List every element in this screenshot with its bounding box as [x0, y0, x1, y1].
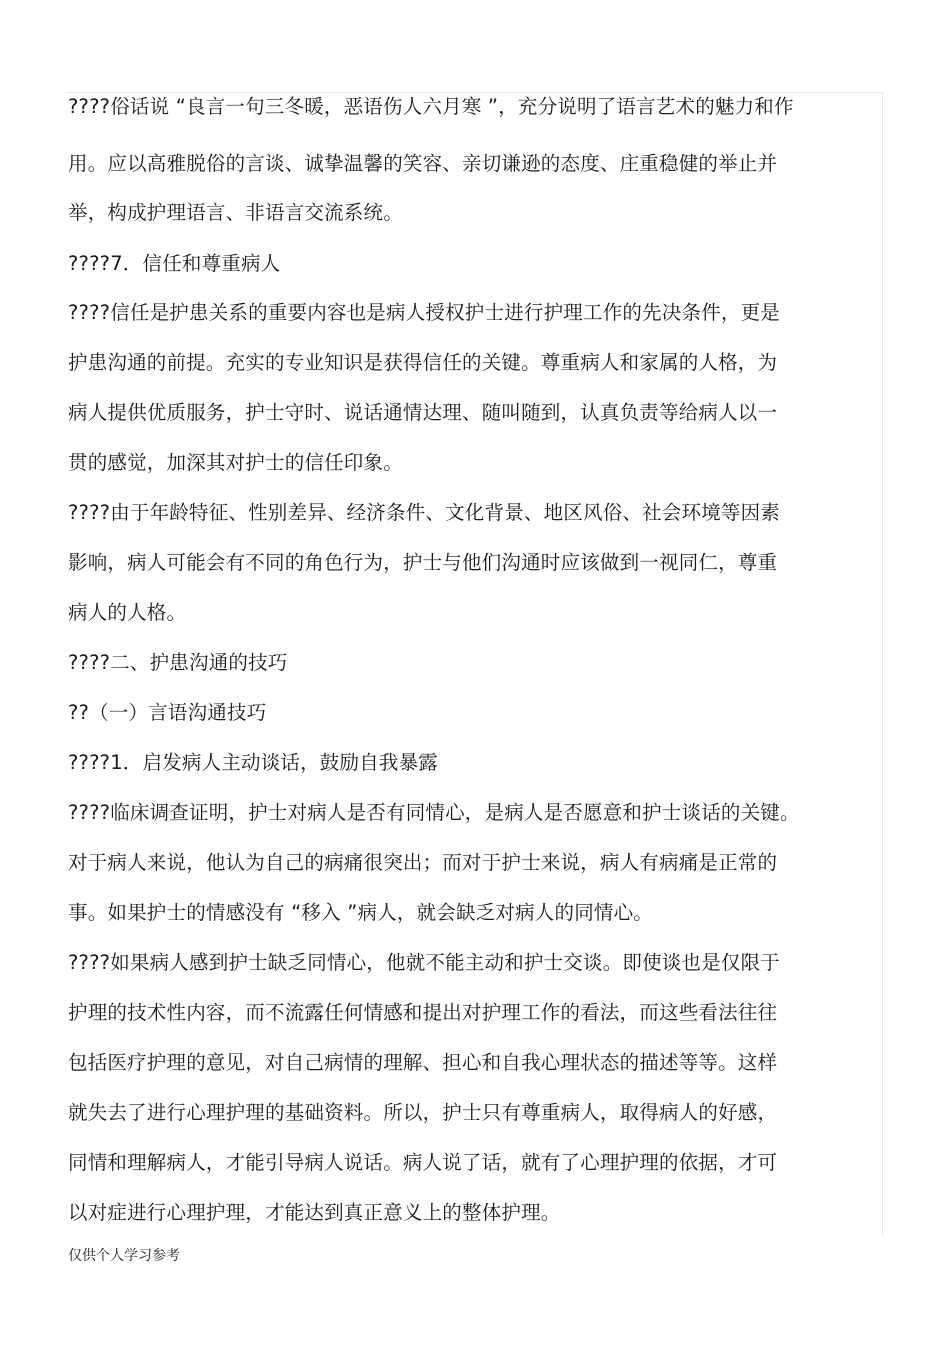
- text-line: 同情和理解病人，才能引导病人说话。病人说了话，就有了心理护理的依据，才可: [68, 1151, 778, 1174]
- text-line: 贯的感觉，加深其对护士的信任印象。: [68, 451, 403, 474]
- text-line: 对于病人来说，他认为自己的病痛很突出；而对于护士来说，病人有病痛是正常的: [68, 851, 778, 874]
- section-heading: ????1．启发病人主动谈话，鼓励自我暴露: [68, 751, 439, 774]
- text-line: 护患沟通的前提。充实的专业知识是获得信任的关键。尊重病人和家属的人格，为: [68, 351, 778, 374]
- text-line: 用。应以高雅脱俗的言谈、诚挚温馨的笑容、亲切谦逊的态度、庄重稳健的举止并: [68, 152, 778, 175]
- page-footer: 仅供个人学习参考: [68, 1248, 180, 1264]
- text-line: 就失去了进行心理护理的基础资料。所以，护士只有尊重病人，取得病人的好感，: [68, 1101, 778, 1124]
- text-line: 事。如果护士的情感没有 “移入 ”病人，就会缺乏对病人的同情心。: [68, 901, 654, 924]
- text-line: ????俗话说 “良言一句三冬暖，恶语伤人六月寒 ”，充分说明了语言艺术的魅力和作: [68, 95, 794, 118]
- text-line: ????由于年龄特征、性别差异、经济条件、文化背景、地区风俗、社会环境等因素: [68, 501, 780, 524]
- text-line: ????如果病人感到护士缺乏同情心，他就不能主动和护士交谈。即使谈也是仅限于: [68, 951, 780, 974]
- text-line: 病人的人格。: [68, 601, 187, 624]
- text-line: 举，构成护理语言、非语言交流系统。: [68, 201, 403, 224]
- text-line: 病人提供优质服务，护士守时、说话通情达理、随叫随到，认真负责等给病人以一: [68, 401, 778, 424]
- section-heading: ????二、护患沟通的技巧: [68, 651, 288, 674]
- text-line: 包括医疗护理的意见，对自己病情的理解、担心和自我心理状态的描述等等。这样: [68, 1051, 778, 1074]
- text-line: ????信任是护患关系的重要内容也是病人授权护士进行护理工作的先决条件，更是: [68, 301, 780, 324]
- section-heading: ????7．信任和尊重病人: [68, 252, 281, 275]
- text-line: ????临床调查证明，护士对病人是否有同情心，是病人是否愿意和护士谈话的关键。: [68, 801, 800, 824]
- text-line: 护理的技术性内容，而不流露任何情感和提出对护理工作的看法，而这些看法往往: [68, 1001, 778, 1024]
- text-line: 影响，病人可能会有不同的角色行为，护士与他们沟通时应该做到一视同仁，尊重: [68, 551, 778, 574]
- section-heading: ??（一）言语沟通技巧: [68, 701, 267, 724]
- text-line: 以对症进行心理护理，才能达到真正意义上的整体护理。: [68, 1201, 561, 1224]
